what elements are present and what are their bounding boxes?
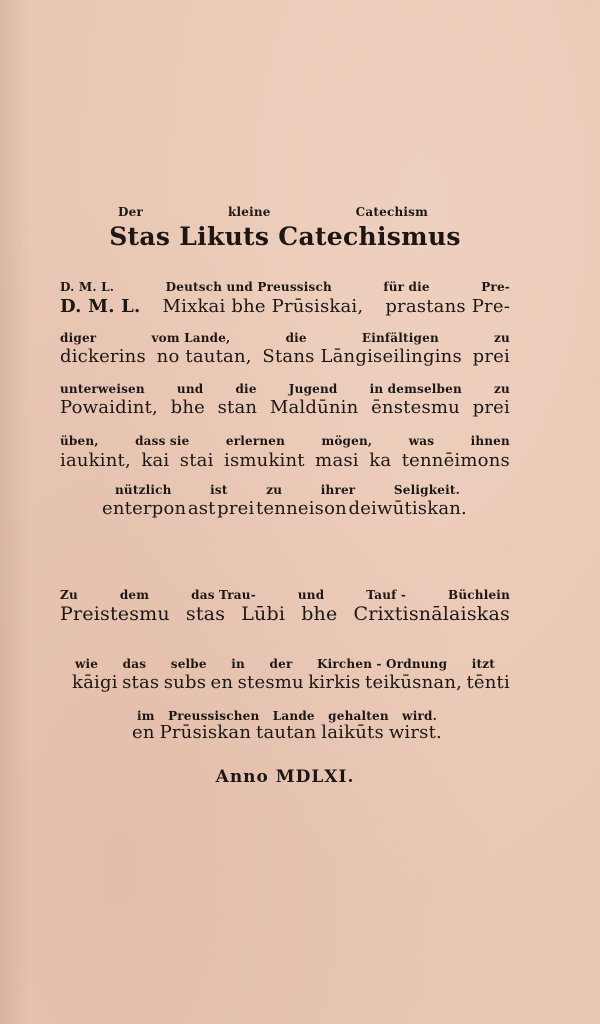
gloss-word: die	[235, 382, 257, 396]
publication-year: Anno MDLXI.	[215, 767, 355, 787]
gloss-word: wie	[75, 657, 99, 671]
para2-line2-text	[72, 672, 510, 693]
para2-line1-gloss	[60, 588, 510, 602]
text-word: Lūbi	[241, 603, 286, 625]
text-word: bhe	[170, 397, 205, 418]
text-word: stan	[217, 397, 258, 418]
gloss-word: ihrer	[320, 483, 356, 497]
gloss-word: in demselben	[369, 382, 462, 396]
text-word: iaukint,	[60, 450, 131, 471]
para1-line3-gloss	[60, 382, 510, 396]
gloss-word: Kirchen - Ordnung	[317, 657, 448, 671]
gloss-word: der	[269, 657, 293, 671]
anno-line	[60, 767, 510, 787]
gloss-word: und	[297, 588, 325, 602]
gloss-word: Deutsch und Preussisch	[165, 280, 332, 294]
para2-line1-text	[60, 603, 510, 625]
gloss-word: itzt	[471, 657, 495, 671]
para1-line1-text	[60, 296, 510, 317]
gloss-word: Seligkeit.	[393, 483, 460, 497]
text-word: ēnstesmu	[371, 397, 460, 418]
text-word: D. M. L.	[60, 296, 141, 317]
text-word: Crixtisnālaiskas	[353, 603, 510, 625]
text-word: tēnti	[466, 672, 510, 693]
gloss-word: vom Lande,	[151, 331, 231, 345]
gloss-word: ist	[210, 483, 228, 497]
text-word: kai	[141, 450, 170, 471]
text-word: Prūsiskan	[159, 722, 252, 743]
text-word: stas	[122, 672, 160, 693]
text-word: Maldūnin	[269, 397, 359, 418]
title-german-gloss	[118, 205, 428, 219]
gloss-word: gehalten	[328, 709, 389, 723]
gloss-word: das Trau-	[191, 588, 256, 602]
text-word: ast	[187, 498, 216, 519]
text-word: masi	[315, 450, 359, 471]
text-word: stai	[179, 450, 214, 471]
gloss-word: dass sie	[135, 434, 190, 448]
para1-line1-gloss	[60, 280, 510, 294]
gloss-word: erlernen	[225, 434, 286, 448]
text-word: prastans Pre-	[385, 296, 510, 317]
para2-line2-gloss	[75, 657, 495, 671]
para2-line3-text	[132, 722, 442, 743]
text-word: tenneison	[256, 498, 347, 519]
gloss-word: und	[176, 382, 204, 396]
text-word: ka	[369, 450, 392, 471]
gloss-word: üben,	[60, 434, 99, 448]
gloss-word: die	[285, 331, 307, 345]
gloss-word: selbe	[170, 657, 207, 671]
gloss-word: Einfältigen	[361, 331, 439, 345]
gloss-word: Lande	[272, 709, 315, 723]
gloss-word: für die	[383, 280, 430, 294]
text-word: Mixkai bhe Prūsiskai,	[162, 296, 364, 317]
text-word: tautan	[256, 722, 317, 743]
text-word: wirst.	[388, 722, 442, 743]
gloss-word: zu	[266, 483, 283, 497]
para1-line2-text	[60, 346, 510, 367]
text-word: prei	[217, 498, 255, 519]
text-word: en	[210, 672, 234, 693]
text-word: Preistesmu	[60, 603, 170, 625]
text-word: laikūts	[321, 722, 384, 743]
gloss-word: wird.	[402, 709, 437, 723]
gloss-word: ihnen	[470, 434, 510, 448]
gloss-word: das	[122, 657, 147, 671]
gloss-word: Jugend	[288, 382, 338, 396]
gloss-word: Pre-	[481, 280, 510, 294]
text-word: kirkis	[308, 672, 361, 693]
text-word: bhe	[301, 603, 338, 625]
text-word: tennēimons	[401, 450, 510, 471]
gloss-word: mögen,	[321, 434, 373, 448]
gloss-word: Tauf -	[366, 588, 407, 602]
para2-line3-gloss	[137, 709, 437, 723]
text-word: en	[132, 722, 155, 743]
text-word: subs	[163, 672, 207, 693]
gloss-word: kleine	[227, 205, 271, 219]
gloss-word: unterweisen	[60, 382, 145, 396]
text-word: Stans Lāngiseilingins	[262, 346, 462, 367]
para1-line4-text	[60, 450, 510, 471]
title-prussian	[60, 222, 510, 251]
text-word: dickerins	[60, 346, 146, 367]
book-title: Stas Likuts Catechismus	[109, 222, 461, 251]
gloss-word: diger	[60, 331, 97, 345]
gloss-word: zu	[494, 331, 510, 345]
text-word: teikūsnan,	[365, 672, 463, 693]
text-word: deiwūtiskan.	[348, 498, 467, 519]
para1-line2-gloss	[60, 331, 510, 345]
gloss-word: Zu	[60, 588, 78, 602]
para1-line3-text	[60, 397, 510, 418]
text-word: ismukint	[223, 450, 305, 471]
gloss-word: dem	[119, 588, 150, 602]
gloss-word: Büchlein	[448, 588, 510, 602]
gloss-word: im	[137, 709, 155, 723]
text-word: prei	[472, 346, 510, 367]
para1-line4-gloss	[60, 434, 510, 448]
gloss-word: D. M. L.	[60, 280, 115, 294]
para1-line5-text	[102, 498, 467, 519]
text-word: stas	[185, 603, 226, 625]
gloss-word: Preussischen	[168, 709, 260, 723]
gloss-word: nützlich	[115, 483, 172, 497]
gloss-word: was	[408, 434, 435, 448]
text-word: Powaidint,	[60, 397, 158, 418]
text-word: stesmu	[237, 672, 304, 693]
para1-line5-gloss	[115, 483, 460, 497]
gloss-word: in	[231, 657, 245, 671]
gloss-word: Der	[118, 205, 143, 219]
gloss-word: zu	[494, 382, 510, 396]
gloss-word: Catechism	[355, 205, 428, 219]
text-word: kāigi	[72, 672, 118, 693]
text-word: no tautan,	[156, 346, 252, 367]
text-word: enterpon	[102, 498, 187, 519]
text-word: prei	[472, 397, 510, 418]
